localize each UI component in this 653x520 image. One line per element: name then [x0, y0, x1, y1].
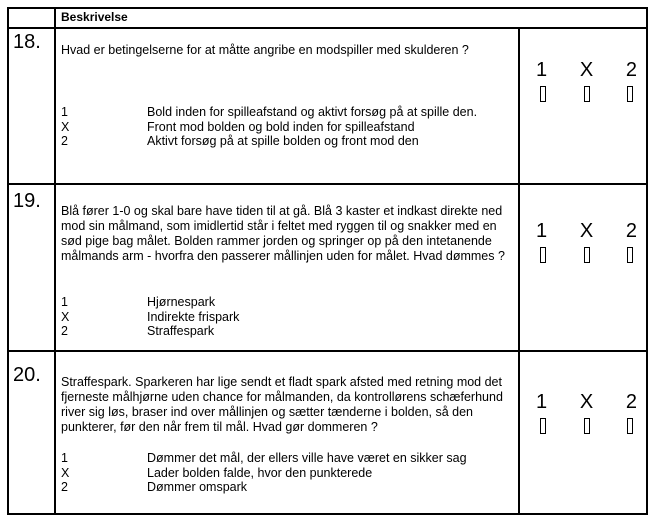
- choice-label-x: X: [579, 220, 594, 242]
- row-divider-1: [9, 183, 646, 185]
- question-text: Blå fører 1-0 og skal bare have tiden til at gå. Blå 3 kaster et indkast direkte ned mod sin målmand, som imidlertid står i feltet med ryggen til og snakker med en sød pige bag målet. Bolden rammer jorden og springer op på den intetanende målmands arm - hvorfra den passerer mållinjen uden for målet. Hvad dømmes ?: [61, 204, 505, 263]
- choice-label-1: 1: [536, 220, 548, 242]
- answer-checkbox-2[interactable]: [627, 418, 633, 434]
- answer-checkbox-1[interactable]: [540, 418, 546, 434]
- choice-label-1: 1: [536, 59, 548, 81]
- answer-checkbox-1[interactable]: [540, 247, 546, 263]
- option-row: [61, 310, 239, 325]
- answer-choices: [529, 220, 645, 263]
- column-divider-number: [54, 9, 56, 513]
- option-key: 2: [61, 480, 68, 494]
- question-number: 18.: [13, 31, 41, 53]
- option-key: 1: [61, 105, 68, 119]
- choice-label-1: 1: [536, 391, 548, 413]
- option-row: [61, 134, 477, 149]
- option-list: [61, 451, 467, 495]
- option-key: 1: [61, 451, 68, 465]
- option-row: [61, 295, 239, 310]
- header-description: Beskrivelse: [61, 10, 128, 24]
- question-number: 19.: [13, 190, 41, 212]
- choice-label-x: X: [579, 391, 594, 413]
- option-text: Aktivt forsøg på at spille bolden og front mod den: [147, 134, 419, 148]
- question-number: 20.: [13, 364, 41, 386]
- option-text: Straffespark: [147, 324, 215, 338]
- option-key: X: [61, 465, 70, 480]
- option-text: Dømmer det mål, der ellers ville have været en sikker sag: [147, 451, 467, 465]
- column-divider-answer: [518, 29, 520, 513]
- option-row: [61, 120, 477, 135]
- row-divider-2: [9, 350, 646, 352]
- answer-choices: [529, 391, 645, 434]
- option-text: Hjørnespark: [147, 295, 216, 309]
- option-text: Front mod bolden og bold inden for spilleafstand: [147, 119, 415, 134]
- quiz-table: [7, 7, 648, 515]
- option-text: Dømmer omspark: [147, 480, 248, 494]
- answer-checkbox-1[interactable]: [540, 86, 546, 102]
- option-key: 1: [61, 295, 68, 309]
- option-row: [61, 480, 467, 495]
- question-text: Hvad er betingelserne for at måtte angribe en modspiller med skulderen ?: [61, 43, 469, 57]
- option-list: [61, 295, 239, 339]
- answer-checkbox-2[interactable]: [627, 86, 633, 102]
- option-key: X: [61, 309, 70, 324]
- option-row: [61, 105, 477, 120]
- answer-checkbox-x[interactable]: [584, 86, 590, 102]
- option-row: [61, 324, 239, 339]
- answer-checkbox-x[interactable]: [584, 418, 590, 434]
- choice-label-2: 2: [625, 391, 637, 413]
- choice-label-x: X: [579, 59, 594, 81]
- option-text: Bold inden for spilleafstand og aktivt forsøg på at spille den.: [147, 105, 478, 119]
- answer-checkbox-x[interactable]: [584, 247, 590, 263]
- answer-checkbox-2[interactable]: [627, 247, 633, 263]
- option-text: Indirekte frispark: [147, 309, 240, 324]
- choice-label-2: 2: [625, 220, 637, 242]
- option-row: [61, 466, 467, 481]
- option-text: Lader bolden falde, hvor den punkterede: [147, 465, 373, 480]
- answer-choices: [529, 59, 645, 102]
- option-key: X: [61, 119, 70, 134]
- question-text: Straffespark. Sparkeren har lige sendt et fladt spark afsted med retning mod det fjerneste målhjørne uden chance for målmanden, da kontrollørens schæferhund river sig løs, braser ind over mållinjen og sætter tænderne i bolden, så den punkterer, før den når frem til mål. Hvad gør dommeren ?: [61, 375, 503, 434]
- option-list: [61, 105, 477, 149]
- choice-label-2: 2: [625, 59, 637, 81]
- header-divider: [9, 27, 646, 29]
- option-key: 2: [61, 324, 68, 338]
- option-row: [61, 451, 467, 466]
- option-key: 2: [61, 134, 68, 148]
